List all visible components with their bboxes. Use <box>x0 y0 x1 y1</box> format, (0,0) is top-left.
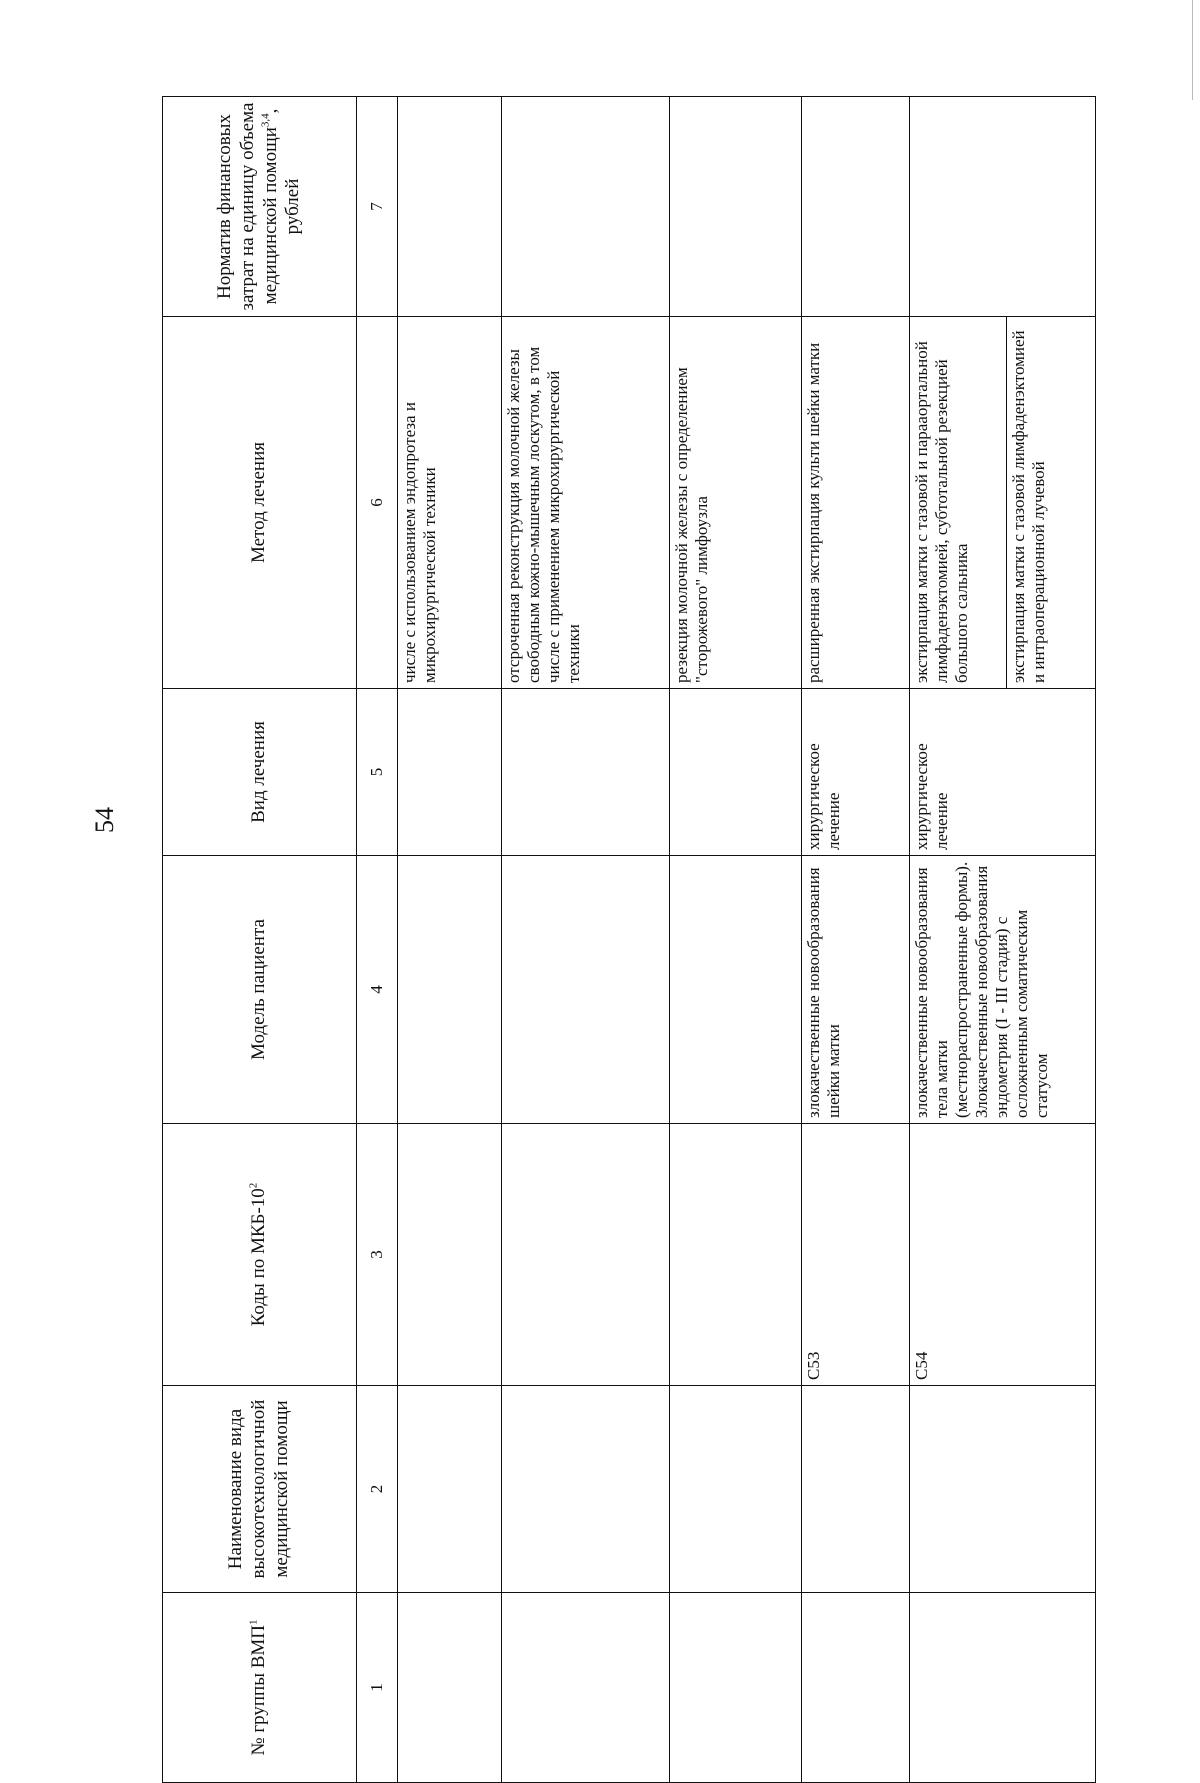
treatment-type-cell <box>398 689 502 856</box>
patient-model-cell <box>398 856 502 1124</box>
header-row <box>163 97 357 1783</box>
header-treatment-method: Метод лечения <box>163 317 357 689</box>
patient-model-cell <box>502 856 670 1124</box>
treatment-type-cell: хирургическое лечение <box>910 689 1096 856</box>
group-number-cell <box>802 1593 910 1783</box>
header-group-number: № группы ВМП$^1$ <box>163 1593 357 1783</box>
vmp-name-cell <box>910 1386 1096 1593</box>
group-number-cell <box>910 1593 1096 1783</box>
treatment-method-cell: расширенная экстирпация культи шейки матки <box>802 317 910 689</box>
financial-norm-cell <box>670 97 802 317</box>
treatment-type-cell <box>670 689 802 856</box>
group-number-cell <box>502 1593 670 1783</box>
group-number-cell <box>398 1593 502 1783</box>
table-row <box>670 97 802 1783</box>
header-treatment-type: Вид лечения <box>163 689 357 856</box>
patient-model-cell: злокачественные новообразования тела матки (местнораспространенные формы). Злокачественные новообразования эндометрия (I - III стадия) с осложненным соматическим статусом <box>910 856 1096 1124</box>
vmp-name-cell <box>502 1386 670 1593</box>
financial-norm-cell <box>910 97 1096 317</box>
treatment-method-cell: резекция молочной железы с определением "сторожевого" лимфоузла <box>670 317 802 689</box>
rotated-table-wrapper <box>162 97 1095 1783</box>
financial-norm-cell <box>502 97 670 317</box>
icd-code-cell <box>398 1124 502 1386</box>
margin-line <box>1192 0 1196 100</box>
icd-code-cell <box>502 1124 670 1386</box>
column-number: 7 <box>357 97 398 317</box>
group-number-cell <box>670 1593 802 1783</box>
column-number-row <box>357 97 398 1783</box>
column-number: 4 <box>357 856 398 1124</box>
table-row <box>802 97 910 1783</box>
column-number: 6 <box>357 317 398 689</box>
vmp-name-cell <box>398 1386 502 1593</box>
treatment-method-cell: отсроченная реконструкция молочной железы свободным кожно-мышечным лоскутом, в том числе с применением микрохирургической техники <box>502 317 670 689</box>
icd-code-cell: C53 <box>802 1124 910 1386</box>
header-vmp-name: Наименование вида высокотехнологичной медицинской помощи <box>163 1386 357 1593</box>
treatment-type-cell <box>502 689 670 856</box>
financial-norm-cell <box>398 97 502 317</box>
table-row <box>398 97 502 1783</box>
header-patient-model: Модель пациента <box>163 856 357 1124</box>
column-number: 3 <box>357 1124 398 1386</box>
method-stack <box>910 317 1095 688</box>
vmp-table <box>162 96 1096 1783</box>
treatment-method-cell: числе с использованием эндопротеза и микрохирургической техники <box>398 317 502 689</box>
treatment-type-cell: хирургическое лечение <box>802 689 910 856</box>
page-number: 54 <box>90 807 119 833</box>
patient-model-cell <box>670 856 802 1124</box>
icd-code-cell <box>670 1124 802 1386</box>
column-number: 5 <box>357 689 398 856</box>
column-number: 1 <box>357 1593 398 1783</box>
vmp-name-cell <box>670 1386 802 1593</box>
treatment-method-item: экстирпация матки с тазовой лимфаденэктомией и интраоперационной лучевой <box>1006 317 1051 688</box>
column-number: 2 <box>357 1386 398 1593</box>
financial-norm-cell <box>802 97 910 317</box>
table-row <box>502 97 670 1783</box>
header-financial-norm: Норматив финансовых затрат на единицу объема медицинской помощи$^{3,4}$, рублей <box>163 97 357 317</box>
treatment-method-item: экстирпация матки с тазовой и парааортальной лимфаденэктомией, субтотальной резекцией большого сальника <box>912 341 972 683</box>
treatment-method-cell <box>910 317 1096 689</box>
vmp-name-cell <box>802 1386 910 1593</box>
patient-model-cell: злокачественные новообразования шейки матки <box>802 856 910 1124</box>
icd-code-cell: C54 <box>910 1124 1096 1386</box>
table-row <box>910 97 1096 1783</box>
header-icd-codes: Коды по МКБ-$10^2$ <box>163 1124 357 1386</box>
